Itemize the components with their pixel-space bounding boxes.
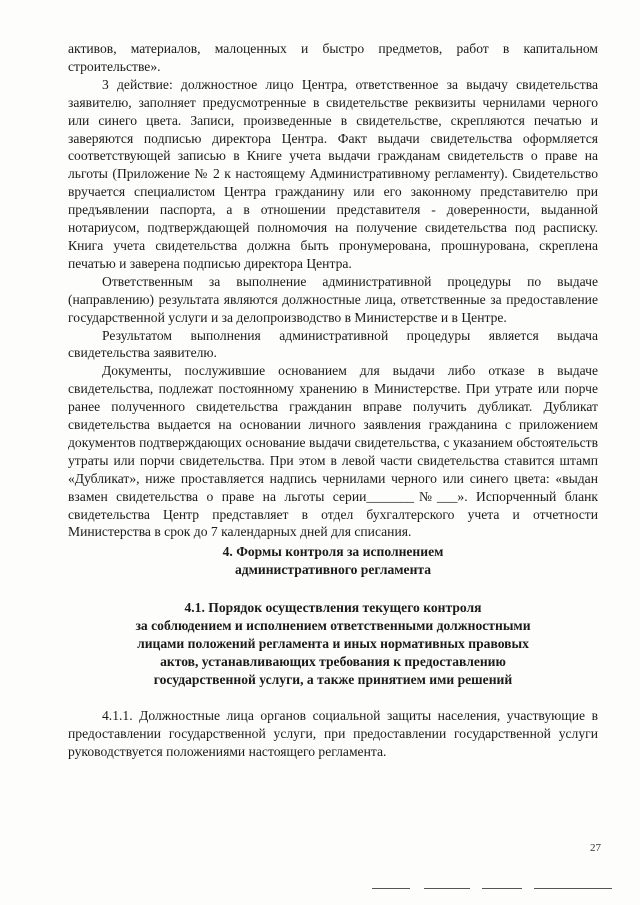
- document-body: [68, 40, 598, 760]
- scan-edge-line: [424, 888, 470, 889]
- page-number: 27: [590, 842, 601, 854]
- paragraph-4-1-1: 4.1.1. Должностные лица органов социальной защиты населения, участвующие в предоставлении государственной услуги, при предоставлении государственной услуги руководствуется положениями настоящего регламента.: [68, 707, 598, 759]
- scan-edge-line: [372, 888, 410, 889]
- scan-edge-line: [482, 888, 522, 889]
- paragraph-issuance-action: 3 действие: должностное лицо Центра, ответственное за выдачу свидетельства заявителю, заполняет предусмотренные в свидетельстве реквизиты чернилами черного или синего цвета. Записи, произведенные в свидетельстве, скрепляются печатью и заверяются подписью директора Центра. Факт выдачи свидетельства оформляется соответствующей записью в Книге учета выдачи гражданам свидетельств о праве на льготы (Приложение № 2 к настоящему Административному регламенту). Свидетельство вручается специалистом Центра гражданину или его законному представителю при предъявлении паспорта, а в отношении представителя - доверенности, выданной нотариусом, подтверждающей полномочия на получение свидетельства под расписку. Книга учета свидетельства должна быть пронумерована, прошнурована, скреплена печатью и заверена подписью директора Центра.: [68, 76, 598, 271]
- subsection-heading-line5: государственной услуги, а также принятием ими решений: [153, 671, 513, 687]
- subsection-heading: [68, 599, 598, 689]
- scan-edge-line: [534, 888, 612, 889]
- section-heading-line2: административного регламента: [234, 562, 432, 578]
- subsection-heading-line1: 4.1. Порядок осуществления текущего контроля: [184, 600, 482, 616]
- section-heading-line1: 4. Формы контроля за исполнением: [222, 544, 444, 560]
- subsection-heading-line2: за соблюдением и исполнением ответственными должностными: [135, 618, 531, 634]
- subsection-heading-line3: лицами положений регламента и иных нормативных правовых: [137, 636, 529, 651]
- paragraph-documents-duplicate: Документы, послужившие основанием для выдачи либо отказе в выдаче свидетельства, подлежат постоянному хранению в Министерстве. При утрате или порче ранее полученного свидетельства гражданин вправе получить дубликат. Дубликат свидетельства выдается на основании личного заявления гражданина с приложением документов подтверждающих основание выдачи свидетельства, с указанием обстоятельств утраты или порчи свидетельства. При этом в левой части свидетельства ставится штамп «Дубликат», ниже проставляется надпись чернилами черного или синего цвета: «выдан взамен свидетельства о праве на льготы серии_______№___». Испорченный бланк свидетельства Центр представляет в отдел бухгалтерского учета и отчетности Министерства в срок до 7 календарных дней для списания.: [68, 363, 598, 540]
- paragraph-procedure-result: Результатом выполнения административной процедуры является выдача свидетельства заявителю.: [68, 327, 598, 361]
- paragraph-responsible-persons: Ответственным за выполнение административной процедуры по выдаче (направлению) результата являются должностные лица, ответственные за предоставление государственной услуги и за делопроизводство в Министерстве и в Центре.: [68, 273, 598, 325]
- subsection-heading-line4: актов, устанавливающих требования к предоставлению: [160, 653, 506, 669]
- section-heading: [68, 543, 598, 579]
- paragraph-continuation: активов, материалов, малоценных и быстро предметов, работ в капитальном строительстве».: [68, 41, 598, 74]
